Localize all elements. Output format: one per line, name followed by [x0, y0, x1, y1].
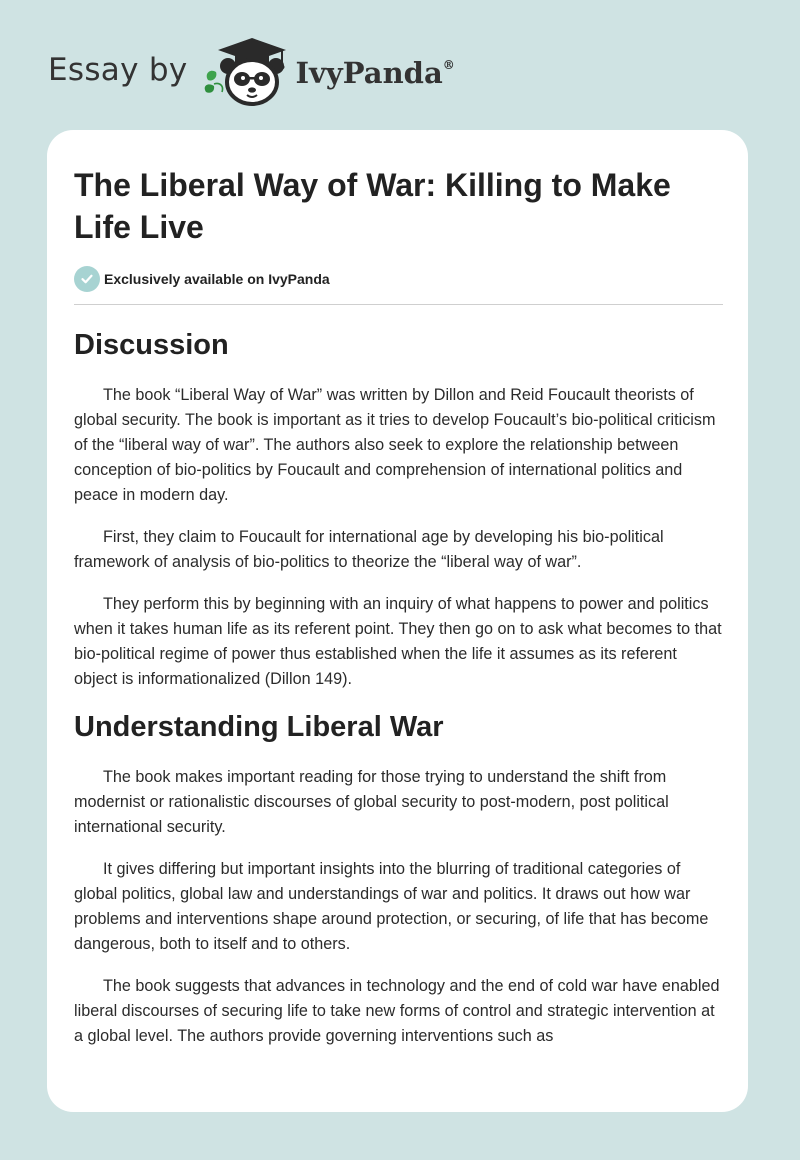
paragraph: They perform this by beginning with an inquiry of what happens to power and politics when it takes human life as its referent point. They then go on to ask what becomes to that bio-political regime of power thus established when the life it assumes as its referent object is informationalized (Dillon 149).	[74, 595, 722, 688]
page-title: The Liberal Way of War: Killing to Make Life Live	[74, 167, 671, 245]
section-heading: Understanding Liberal War	[74, 711, 444, 743]
site-header	[48, 36, 455, 108]
essay-card	[47, 130, 748, 1112]
paragraph: It gives differing but important insights into the blurring of traditional categories of global politics, global law and understandings of war and politics. It draws out how war problems and interventions shape around protection, or securing, of life that has become dangerous, both to itself and to others.	[74, 860, 709, 953]
exclusive-label: Exclusively available on IvyPanda	[104, 271, 330, 287]
check-circle-icon	[74, 266, 100, 292]
paragraph: The book suggests that advances in technology and the end of cold war have enabled liberal discourses of securing life to take new forms of control and strategic intervention at a global level. The authors provide governing interventions such as	[74, 977, 720, 1045]
paragraph: The book “Liberal Way of War” was written by Dillon and Reid Foucault theorists of global security. The book is important as it tries to develop Foucault’s bio-political criticism of the “liberal way of war”. The authors also seek to explore the relationship between conception of bio-politics by Foucault and comprehension of international politics and peace in modern day.	[74, 386, 716, 504]
essay-by-label: Essay by	[48, 52, 188, 88]
section-heading: Discussion	[74, 329, 229, 361]
paragraph: First, they claim to Foucault for international age by developing his bio-political framework of analysis of bio-politics to theorize the “liberal way of war”.	[74, 528, 664, 571]
brand-name[interactable]: IvyPanda®	[295, 56, 455, 90]
panda-graduate-logo-icon[interactable]	[202, 36, 294, 108]
title-divider	[74, 304, 723, 305]
registered-mark: ®	[442, 58, 455, 72]
paragraph: The book makes important reading for those trying to understand the shift from modernist or rationalistic discourses of global security to post-modern, post political international security.	[74, 768, 669, 836]
exclusive-badge	[74, 266, 722, 292]
